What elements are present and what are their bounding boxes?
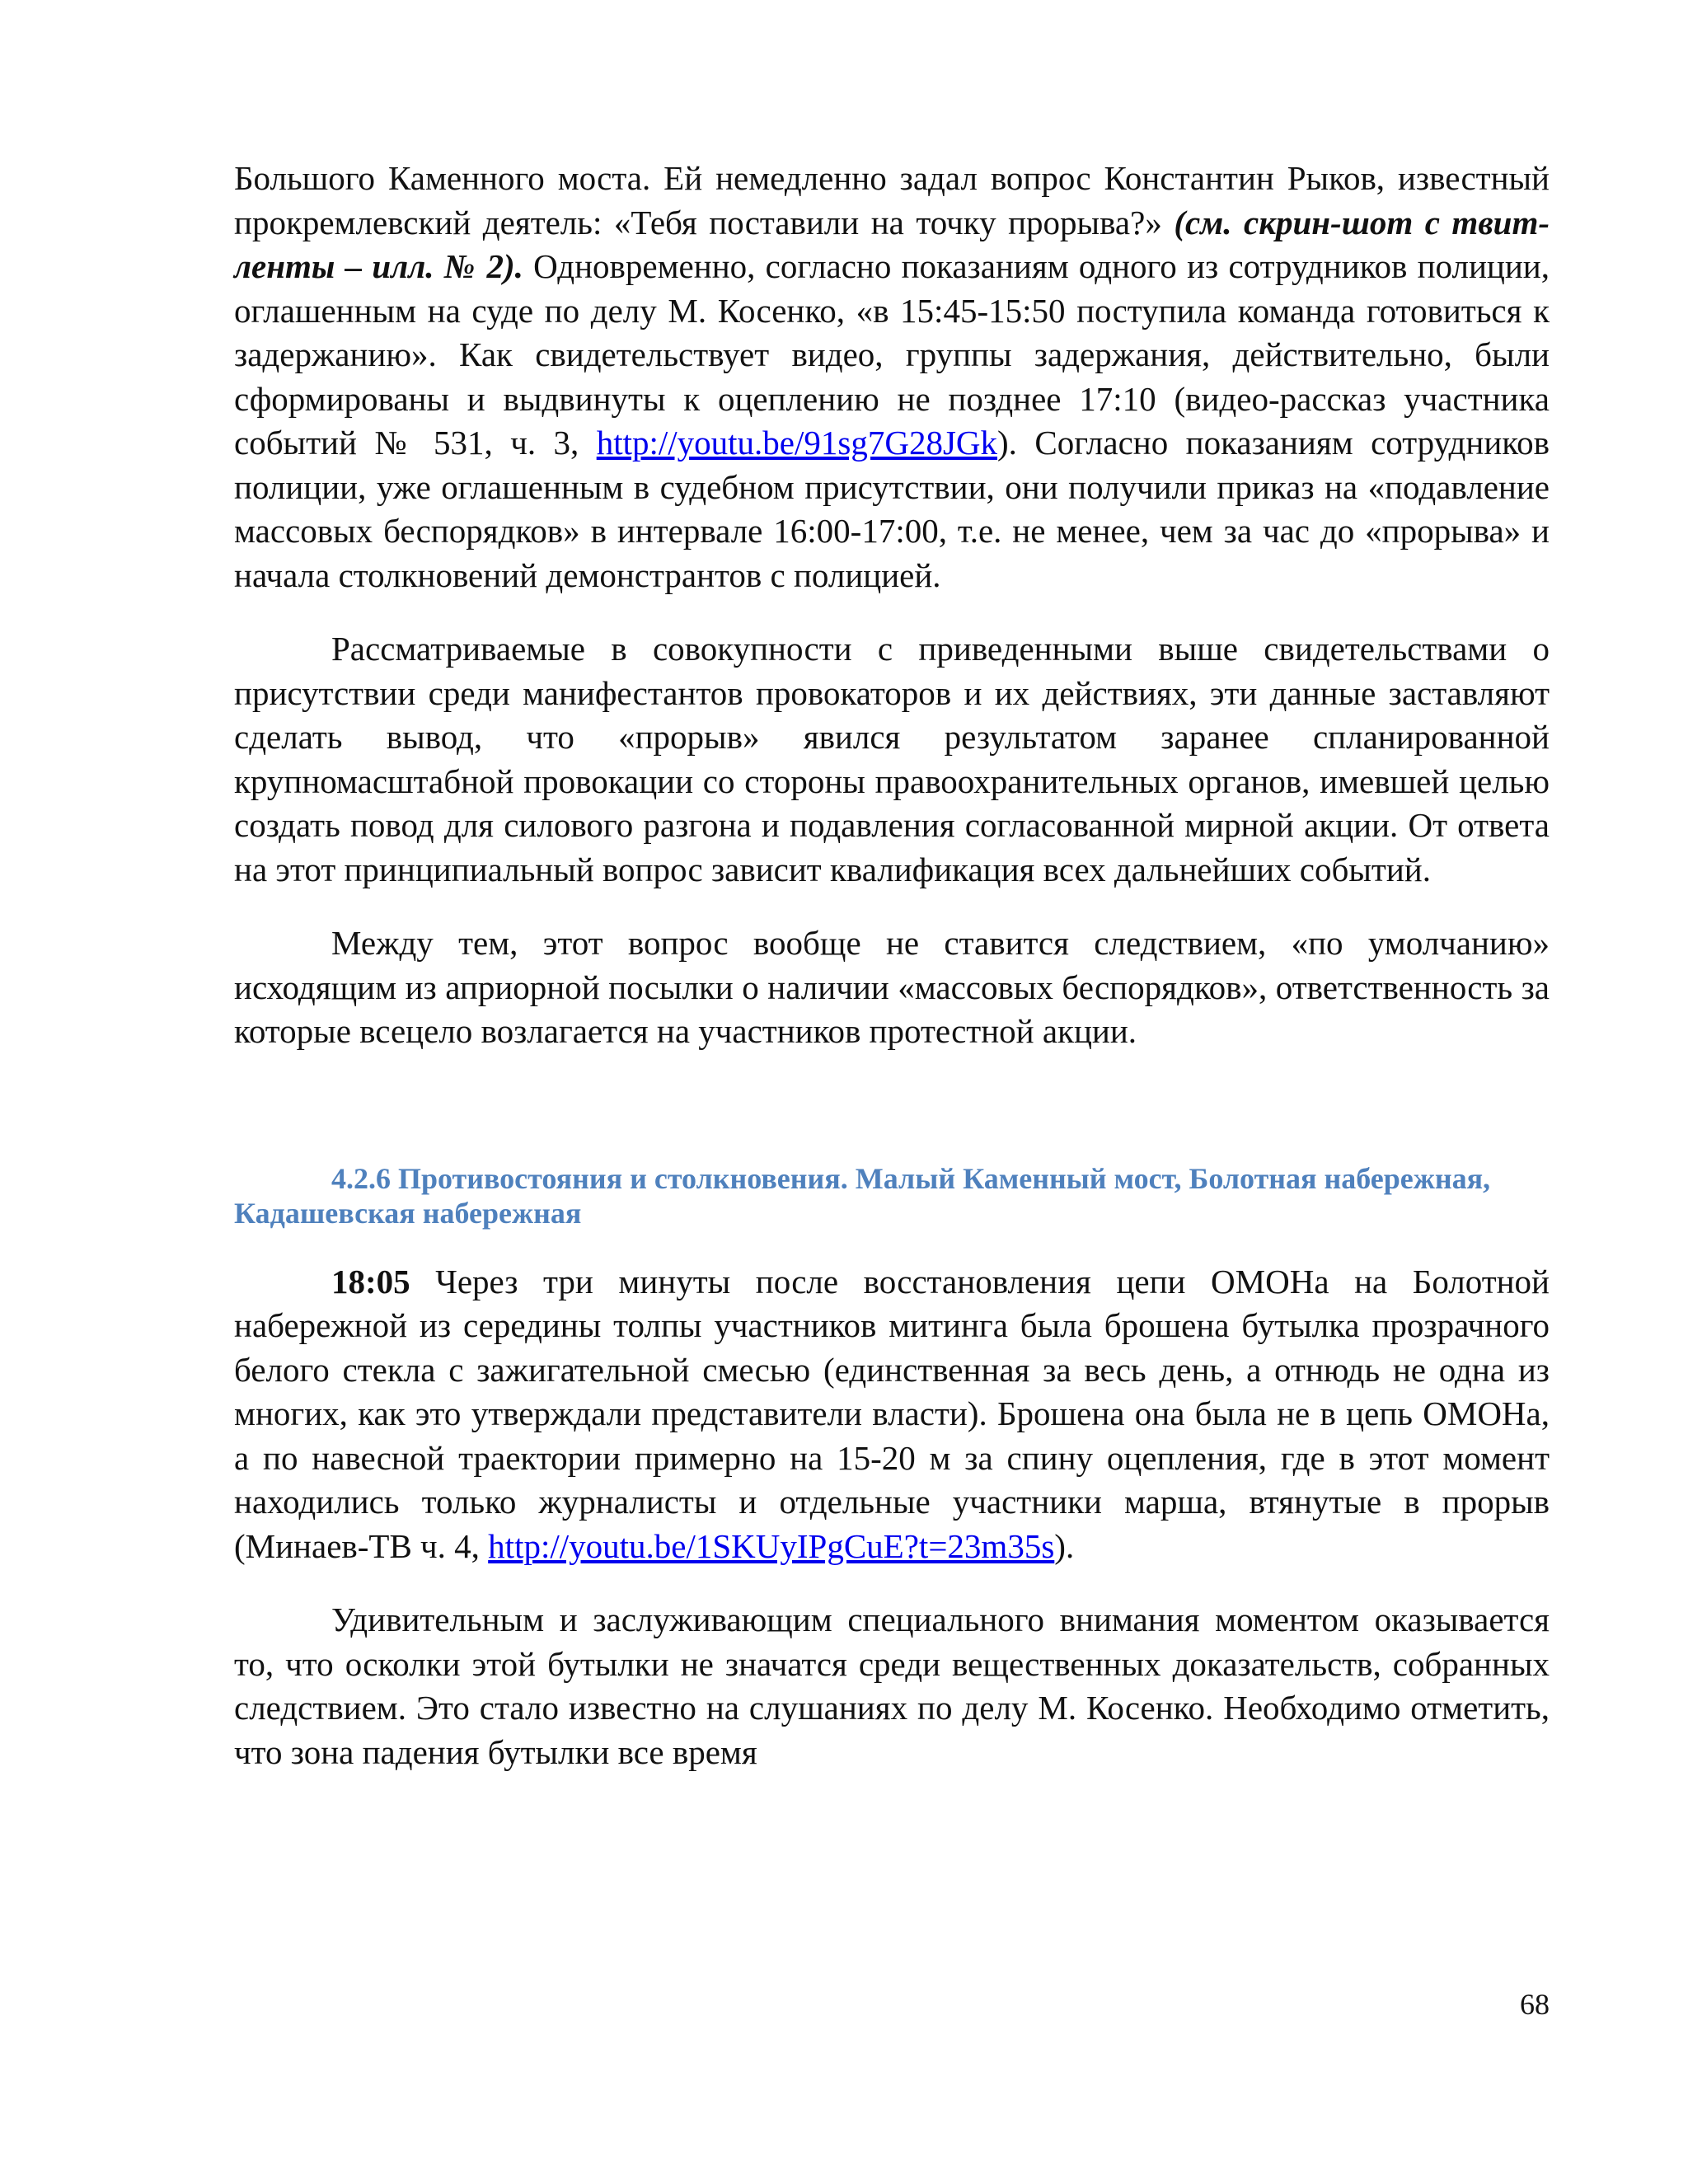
section-number: 4.2.6 <box>331 1161 391 1195</box>
paragraph-4-text-b: ). <box>1054 1526 1075 1565</box>
event-time: 18:05 <box>331 1262 410 1301</box>
paragraph-1 <box>234 157 1550 598</box>
page-number: 68 <box>1520 1988 1550 2021</box>
paragraph-2: Рассматриваемые в совокупности с приведенными выше свидетельствами о присутствии среди манифестантов провокаторов и их действиях, эти данные заставляют сделать вывод, что «прорыв» явился результатом заранее спланированной крупномасштабной провокации со стороны правоохранительных органов, имевшей целью создать повод для силового разгона и подавления согласованной мирной акции. От ответа на этот принципиальный вопрос зависит квалификация всех дальнейших событий. <box>234 630 1550 888</box>
paragraph-3: Между тем, этот вопрос вообще не ставится следствием, «по умолчанию» исходящим из априорной посылки о наличии «массовых беспорядков», ответственность за которые всецело возлагается на участников протестной акции. <box>234 924 1550 1050</box>
section-title: Противостояния и столкновения. Малый Каменный мост, Болотная набережная, Кадашевская набережная <box>234 1161 1491 1230</box>
illustration-reference: (см. скрин-шот с твит-ленты – илл. № 2). <box>234 203 1550 285</box>
paragraph-4-text-a: Через три минуты после восстановления цепи ОМОНа на Болотной набережной из середины толпы участников митинга была брошена бутылка прозрачного белого стекла с зажигательной смесью (единственная за весь день, а отнюдь не одна из многих, как это утверждали представители власти). Брошена она была не в цепь ОМОНа, а по навесной траектории примерно на 15-20 м за спину оцепления, где в этот момент находились только журналисты и отдельные участники марша, втянутые в прорыв (Минаев-ТВ ч. 4, <box>234 1262 1550 1565</box>
video-link-1[interactable]: http://youtu.be/91sg7G28JGk <box>596 424 998 462</box>
paragraph-1-text-d: ). Согласно показаниям сотрудников полиции, уже оглашенным в судебном присутствии, они получили приказ на «подавление массовых беспорядков» в интервале 16:00-17:00, т.е. не менее, чем за час до «прорыва» и начала столкновений демонстрантов с полицией. <box>234 424 1550 594</box>
video-link-2[interactable]: http://youtu.be/1SKUyIPgCuE?t=23m35s <box>488 1526 1055 1565</box>
paragraph-4 <box>234 1260 1550 1569</box>
section-heading <box>234 1161 1550 1230</box>
document-page <box>234 157 1550 1774</box>
paragraph-1-text-c: Одновременно, согласно показаниям одного из сотрудников полиции, оглашенным на суде по делу М. Косенко, «в 15:45-15:50 поступила команда готовиться к задержанию». Как свидетельствует видео, группы задержания, действительно, были сформированы и выдвинуты к оцеплению не позднее 17:10 (видео-рассказ участника событий № 531, ч. 3, <box>234 247 1550 462</box>
paragraph-5: Удивительным и заслуживающим специального внимания моментом оказывается то, что осколки этой бутылки не значатся среди вещественных доказательств, собранных следствием. Это стало известно на слушаниях по делу М. Косенко. Необходимо отметить, что зона падения бутылки все время <box>234 1601 1550 1771</box>
paragraph-1-text-a: Большого Каменного моста. Ей немедленно задал вопрос Константин Рыков, известный прокремлевский деятель: «Тебя поставили на точку прорыва?» <box>234 159 1550 241</box>
